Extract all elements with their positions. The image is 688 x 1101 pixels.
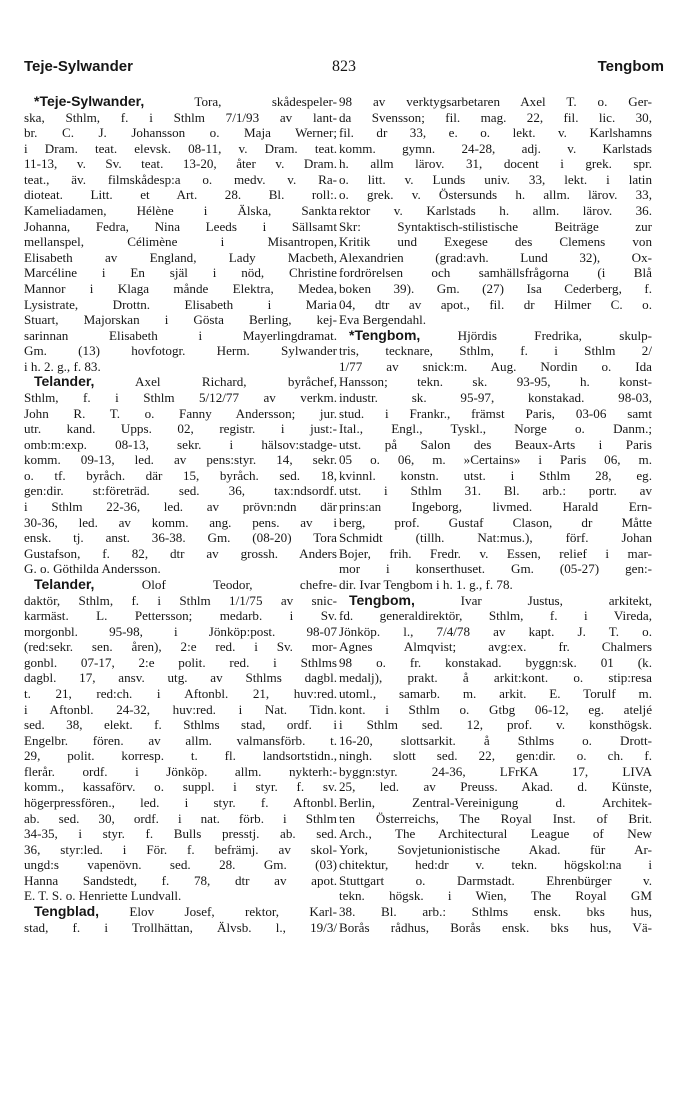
text-line: E. T. S. o. Henriette Lundvall. — [24, 888, 182, 904]
text-line: 16-20, slottsarkit. å Sthlms o. Drott- — [339, 732, 652, 748]
text-line: Alexandrien (grad:avh. Lund 32), Ox- — [339, 249, 652, 265]
text-line: omb:m:exp. 08-13, sekr. i hälsov:stadge- — [24, 436, 337, 452]
text-line: 1/77 av snick:m. Aug. Nordin o. Ida — [339, 358, 652, 374]
text-line: Telander, Axel Richard, byråchef, — [34, 374, 337, 390]
entry-headword: Tengbom, — [349, 592, 415, 608]
text-line: i Sthlm 22-36, led. av prövn:ndn där — [24, 499, 337, 515]
header-left-headword: Teje-Sylwander — [24, 58, 133, 75]
text-line: flerår. ordf. i Jönköp. allm. nykterh:- — [24, 763, 337, 779]
text-line: prins:an Ingeborg, livmed. Harald Ern- — [339, 499, 652, 515]
text-line: o. grek. v. Östersunds h. allm. lärov. 33, — [339, 187, 652, 203]
entry-headword: *Teje-Sylwander, — [34, 94, 145, 109]
running-header — [24, 58, 664, 82]
text-line: 36, styr:led. i För. f. befrämj. av skol- — [24, 841, 337, 857]
text-line: tekn. högsk. i Wien, The Royal GM — [339, 888, 652, 904]
text-line: Marcéline i En själ i nöd, Christine — [24, 265, 337, 281]
text-line: gonbl. 07-17, 2:e polit. red. i Sthlms — [24, 654, 337, 670]
text-line: i h. 2. g., f. 83. — [24, 358, 101, 374]
text-line: Ital., Engl., Tyskl., Norge o. Danm.; — [339, 421, 652, 437]
text-line: i Aftonbl. 24-32, huv:red. i Nat. Tidn. — [24, 701, 337, 717]
text-line: Tengbom, Ivar Justus, arkitekt, — [349, 592, 652, 608]
text-line: mellanspel, Célimène i Misantropen, — [24, 234, 337, 250]
text-line: 34-35, i styr. f. Bulls presstj. ab. sed. — [24, 826, 337, 842]
text-line: tris, tecknare, Sthlm, f. i Sthlm 2/ — [339, 343, 652, 359]
left-column — [24, 94, 337, 935]
text-line: Lysistrate, Drottn. Elisabeth i Maria — [24, 296, 337, 312]
text-line: dagbl. 17, ansv. utg. av Sthlms dagbl. — [24, 670, 337, 686]
text-line: Arch., The Architectural League of New — [339, 826, 652, 842]
text-line: ska, Sthlm, f. i Sthlm 7/1/93 av lant- — [24, 109, 337, 125]
text-line: boken 39). Gm. (27) Isa Cederberg, f. — [339, 280, 652, 296]
text-line: komm., kassaförv. o. suppl. i styr. f. sv. — [24, 779, 337, 795]
text-line: *Tengbom, Hjördis Fredrika, skulp- — [349, 327, 652, 343]
text-line: Kameliadamen, Hélène i Älska, Sankta — [24, 203, 337, 219]
text-line: sarinnan Elisabeth i Mayerlingdramat. — [24, 327, 337, 343]
text-line: stad, f. i Trollhättan, Älvsb. l., 19/3/ — [24, 919, 337, 935]
text-line: högerpressfören., led. i styr. f. Aftonbl. — [24, 795, 337, 811]
text-line: ab. sed. 30, ordf. i nat. förb. i Sthlm — [24, 810, 337, 826]
text-line: John R. T. o. Fanny Andersson; jur. — [24, 405, 337, 421]
text-line: fd. generaldirektör, Sthlm, f. i Vireda, — [339, 608, 652, 624]
entry-headword: *Tengbom, — [349, 327, 421, 343]
text-line: teat., äv. filmskådesp:a o. medv. v. Ra- — [24, 171, 337, 187]
text-line: kont. i Sthlm o. Gtbg 06-12, eg. ateljé — [339, 701, 652, 717]
text-line: i Sthlm sed. 12, prof. v. konsthögsk. — [339, 717, 652, 733]
entry-headword: Telander, — [34, 374, 95, 390]
text-line: Stuttgart o. Darmstadt. Ehrenbürger v. — [339, 872, 652, 888]
text-line: kvinnl. konstn. utst. i Sthlm 28, eg. — [339, 467, 652, 483]
text-line: Hanna Sandstedt, f. 78, dtr av apot. — [24, 872, 337, 888]
text-line: rektor v. Karlstads h. allm. lärov. 36. — [339, 203, 652, 219]
text-line: morgonbl. 95-98, i Jönköp:post. 98-07 — [24, 623, 337, 639]
text-line: Stuart, Majorskan i Gösta Berling, kej- — [24, 312, 337, 328]
text-line: stud. i Frankr., främst Paris, 03-06 samt — [339, 405, 652, 421]
text-line: karmäst. L. Pettersson; medarb. i Sv. — [24, 608, 337, 624]
text-line: (red:sekr. sen. åren), 2:e red. i Sv. mor- — [24, 639, 337, 655]
text-line: Johanna, Fedra, Nina Leeds i Sällsamt — [24, 218, 337, 234]
text-line: 98 av verktygsarbetaren Axel T. o. Ger- — [339, 94, 652, 109]
text-line: medalj), prakt. å arkit:kont. o. stip:resa — [339, 670, 652, 686]
text-line: utst. på Salon des Beaux-Arts i Paris — [339, 436, 652, 452]
text-line: Telander, Olof Teodor, chefre- — [34, 576, 337, 592]
text-line: *Teje-Sylwander, Tora, skådespeler- — [34, 94, 337, 109]
text-line: mor i konserthuset. Gm. (05-27) gen:- — [339, 561, 652, 577]
text-line: 04, dtr av apot., fil. dr Hilmer C. o. — [339, 296, 652, 312]
text-line: i Dram. teat. elevsk. 08-11, v. Dram. teat. — [24, 140, 337, 156]
text-line: chitektur, hed:dr v. tekn. högskol:na i — [339, 857, 652, 873]
text-line: dioteat. Litt. et Art. 28. Bl. roll:. — [24, 187, 337, 203]
text-line: dir. Ivar Tengbom i h. 1. g., f. 78. — [339, 576, 513, 592]
page-number: 823 — [332, 58, 356, 75]
right-column — [339, 94, 652, 935]
text-line: G. o. Göthilda Andersson. — [24, 561, 161, 577]
text-line: Gm. (13) hovfotogr. Herm. Sylwander — [24, 343, 337, 359]
text-line: utr. kand. Upps. 02, registr. i just:- — [24, 421, 337, 437]
text-line: gen:dir. st:företräd. sed. 36, tax:ndsordf. — [24, 483, 337, 499]
text-line: Eva Bergendahl. — [339, 312, 427, 328]
text-line: utoml., samarb. m. arkit. E. Torulf m. — [339, 685, 652, 701]
text-line: sed. 38, elekt. f. Sthlms stad, ordf. i — [24, 717, 337, 733]
text-line: ten Österreichs, The Royal Inst. of Brit. — [339, 810, 652, 826]
text-line: Hansson; tekn. sk. 93-95, h. konst- — [339, 374, 652, 390]
entry-headword: Tengblad, — [34, 904, 100, 920]
text-line: Gustafson, f. 82, dtr av grossh. Anders — [24, 545, 337, 561]
text-line: fordrörelsen och samhällsfrågorna (i Blå — [339, 265, 652, 281]
header-right-headword: Tengbom — [597, 58, 664, 75]
text-line: utst. i Sthlm 31. Bl. arb.: portr. av — [339, 483, 652, 499]
text-line: industr. sk. 95-97, konstakad. 98-03, — [339, 389, 652, 405]
text-line: 98 o. fr. konstakad. byggn:sk. 01 (k. — [339, 654, 652, 670]
text-line: Agnes Almqvist; avg:ex. fr. Chalmers — [339, 639, 652, 655]
text-line: o. tf. byråch. där 15, byråch. sed. 18, — [24, 467, 337, 483]
text-line: Schmidt (tillh. Nat:mus.), förf. Johan — [339, 530, 652, 546]
text-line: ensk. tj. anst. 36-38. Gm. (08-20) Tora — [24, 530, 337, 546]
text-line: Kritik und Exegese des Clemens von — [339, 234, 652, 250]
text-line: ningh. slott sed. 22, gen:dir. o. ch. f. — [339, 748, 652, 764]
text-line: Sthlm, f. i Sthlm 5/12/77 av verkm. — [24, 389, 337, 405]
entry-headword: Telander, — [34, 576, 95, 592]
text-line: daktör, Sthlm, f. i Sthlm 1/1/75 av snic- — [24, 592, 337, 608]
text-line: 25, led. av Preuss. Akad. d. Künste, — [339, 779, 652, 795]
text-line: Mannor i Klaga månde Elektra, Medea, — [24, 280, 337, 296]
text-line: Engelbr. fören. av allm. valmansförb. t. — [24, 732, 337, 748]
text-line: 30-36, led. av komm. ang. pens. av i — [24, 514, 337, 530]
text-line: komm. 09-13, led. av pens:styr. 14, sekr. — [24, 452, 337, 468]
text-line: Berlin, Zentral-Vereinigung d. Architek- — [339, 795, 652, 811]
text-line: 38. Bl. arb.: Sthlms ensk. bks hus, — [339, 904, 652, 920]
text-line: ungd:s vapenövn. sed. 28. Gm. (03) — [24, 857, 337, 873]
text-line: byggn:styr. 24-36, LFrKA 17, LIVA — [339, 763, 652, 779]
text-line: komm. gymn. 24-28, adj. v. Karlstads — [339, 140, 652, 156]
text-line: da Svensson; fil. mag. 22, fil. lic. 30, — [339, 109, 652, 125]
text-line: 05 o. 06, m. »Certains» i Paris 06, m. — [339, 452, 652, 468]
text-line: 29, polit. korresp. t. fl. landsortstidn., — [24, 748, 337, 764]
text-line: Borås rådhus, Borås ensk. bks hus, Vä- — [339, 919, 652, 935]
text-line: h. allm lärov. 31, docent i grek. spr. — [339, 156, 652, 172]
text-line: o. litt. v. Lunds univ. 33, lekt. i latin — [339, 171, 652, 187]
text-line: Bojer, frih. Fredr. v. Essen, relief i mar- — [339, 545, 652, 561]
text-line: Skr: Syntaktisch-stilistische Beiträge zur — [339, 218, 652, 234]
text-line: Tengblad, Elov Josef, rektor, Karl- — [34, 904, 337, 920]
text-line: br. C. J. Johansson o. Maja Werner; — [24, 125, 337, 141]
text-line: Jönköp. l., 7/4/78 av kapt. J. T. o. — [339, 623, 652, 639]
text-line: York, Sovjetunionistische Akad. für Ar- — [339, 841, 652, 857]
text-line: 11-13, v. Sv. teat. 13-20, åter v. Dram. — [24, 156, 337, 172]
text-line: Elisabeth av England, Lady Macbeth, — [24, 249, 337, 265]
text-line: t. 21, red:ch. i Aftonbl. 21, huv:red. — [24, 685, 337, 701]
text-line: berg, prof. Gustaf Clason, dr Måtte — [339, 514, 652, 530]
text-line: fil. dr 33, e. o. lekt. v. Karlshamns — [339, 125, 652, 141]
